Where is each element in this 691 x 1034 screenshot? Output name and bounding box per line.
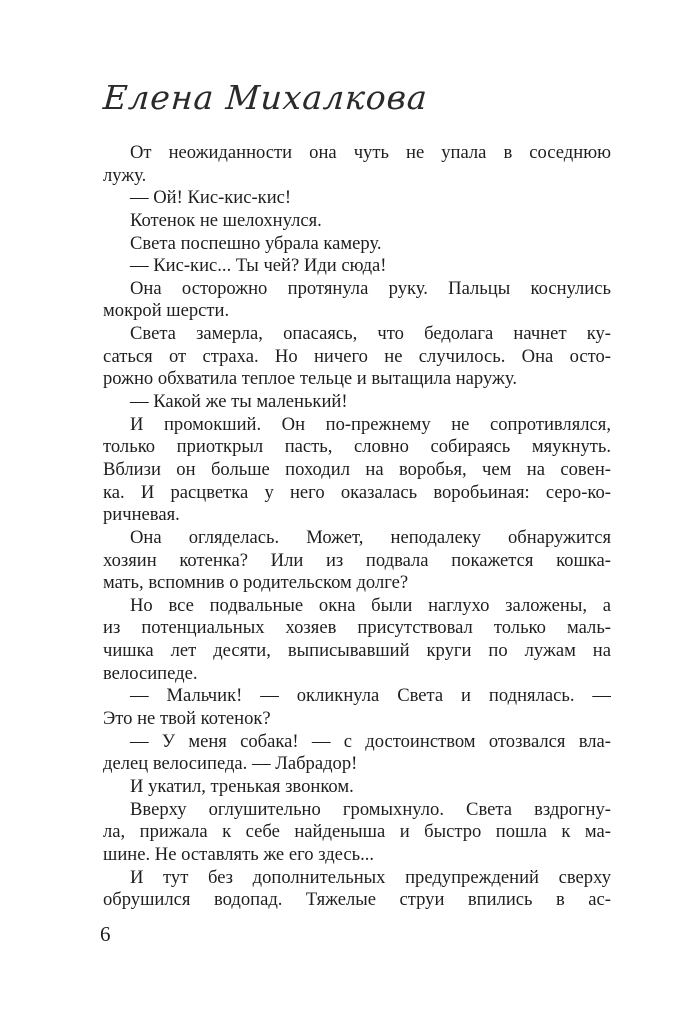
text-line: Это не твой котенок? [103,708,271,730]
text-line: Она осторожно протянула руку. Пальцы коснулись [130,277,611,299]
text-line: Света поспешно убрала камеру. [130,232,382,254]
text-line: — Кис-кис... Ты чей? Иди сюда! [130,255,387,277]
text-line: мокрой шерсти. [103,300,230,322]
text-line: Но все подвальные окна были наглухо заложены, а [130,594,611,616]
text-line: рожно обхватила теплое тельце и вытащила наружу. [103,368,517,390]
text-line: И тут без дополнительных предупреждений сверху [130,866,611,888]
text-line: Вверху оглушительно громыхнуло. Света вздрогну- [130,798,611,820]
text-line: обрушился водопад. Тяжелые струи впились в ас- [103,889,611,911]
text-line: И укатил, тренькая звонком. [130,775,354,797]
text-line: из потенциальных хозяев присутствовал только маль- [103,617,611,639]
text-line: хозяин котенка? Или из подвала покажется кошка- [103,549,611,571]
text-line: саться от страха. Но ничего не случилось. Она осто- [103,345,611,367]
text-line: Котенок не шелохнулся. [130,209,322,231]
text-line: Вблизи он больше походил на воробья, чем на совен- [103,458,611,480]
text-line: ла, прижала к себе найденыша и быстро пошла к ма- [103,821,611,843]
author-header: Елена Михалкова [102,78,430,117]
text-line: шине. Не оставлять же его здесь... [103,843,375,865]
text-line: только приоткрыл пасть, словно собираясь мяукнуть. [103,436,611,458]
text-line: — У меня собака! — с достоинством отозвался вла- [130,730,611,752]
text-line: Она огляделась. Может, неподалеку обнаружится [130,526,611,548]
page-number: 6 [100,922,111,946]
text-line: Света замерла, опасаясь, что бедолага начнет ку- [130,323,611,345]
text-line: — Какой же ты маленький! [130,391,348,413]
text-line: мать, вспомнив о родительском долге? [103,572,409,594]
text-line: — Мальчик! — окликнула Света и поднялась. — [130,685,611,707]
text-line: чишка лет десяти, выписывавший круги по лужам на [103,640,611,662]
body-text [103,142,611,912]
text-line: лужу. [103,164,147,186]
text-line: От неожиданности она чуть не упала в соседнюю [130,142,611,163]
text-line: ка. И расцветка у него оказалась воробьиная: серо-ко- [103,481,611,503]
text-line: — Ой! Кис-кис-кис! [130,187,292,209]
text-line: И промокший. Он по-прежнему не сопротивлялся, [130,413,611,435]
text-line: велосипеде. [103,662,198,684]
text-line: делец велосипеда. — Лабрадор! [103,753,358,775]
text-line: ричневая. [103,504,180,526]
